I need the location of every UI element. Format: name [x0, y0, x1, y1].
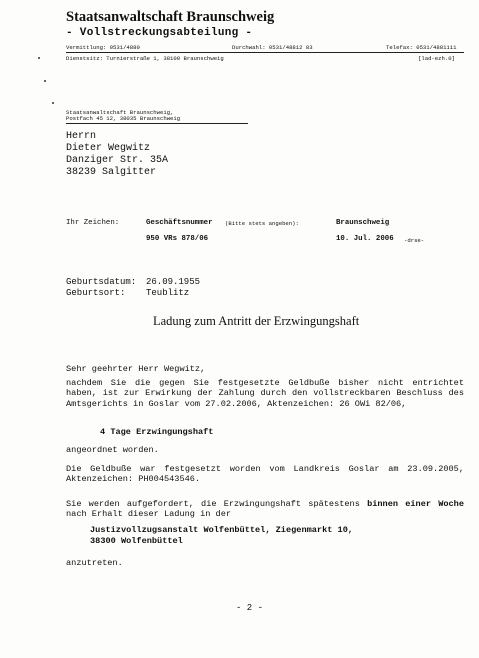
- case-number: 950 VRs 878/06: [146, 235, 209, 243]
- summons-text-a: Sie werden aufgefordert, die Erzwingungshaft spätestens: [66, 499, 360, 509]
- letter-date-suffix: -drse-: [404, 237, 425, 244]
- case-number-label: Geschäftsnummer: [146, 219, 213, 227]
- prison-address-line2: 38300 Wolfenbüttel: [90, 536, 183, 546]
- birthdate-value: 26.09.1955: [146, 277, 201, 287]
- recipient-name: Dieter Wegwitz: [66, 143, 151, 154]
- summons-text-b: nach Erhalt dieser Ladung in der: [66, 509, 232, 520]
- agency-name: Staatsanwaltschaft Braunschweig: [66, 9, 275, 25]
- sender-return-line1: Staatsanwaltschaft Braunschweig,: [66, 109, 174, 116]
- detention-duration: 4 Tage Erzwingungshaft: [100, 427, 214, 437]
- sender-underline: [66, 123, 248, 124]
- header-direct-line: Durchwahl: 0531/48812 83: [232, 44, 313, 51]
- recipient-street: Danziger Str. 35A: [66, 155, 169, 166]
- scan-speck: [44, 80, 46, 82]
- greeting: Sehr geehrter Herr Wegwitz,: [66, 364, 206, 374]
- header-divider: [66, 52, 464, 53]
- letter-date: 10. Jul. 2006: [336, 235, 394, 243]
- header-file-code: [lad-ezh.0]: [418, 55, 455, 62]
- scan-speck: [38, 57, 40, 59]
- birthplace-label: Geburtsort:: [66, 288, 126, 298]
- prison-address-line1: Justizvollzugsanstalt Wolfenbüttel, Ziegenmarkt 10,: [90, 525, 354, 535]
- birthdate-label: Geburtsdatum:: [66, 277, 137, 287]
- recipient-city: 38239 Salgitter: [66, 167, 157, 178]
- recipient-salutation: Herrn: [66, 131, 97, 142]
- paragraph-fine-details: Die Geldbuße war festgesetzt worden vom Landkreis Goslar am 23.09.2005, Aktenzeichen: PH004543546.: [66, 464, 464, 485]
- paragraph-summons: [66, 499, 464, 520]
- header-phone: Vermittlung: 0531/4880: [66, 44, 140, 51]
- summons-deadline: binnen einer Woche: [367, 499, 464, 509]
- page-number: - 2 -: [236, 603, 264, 613]
- sender-return-line2: Postfach 45 12, 38035 Braunschweig: [66, 115, 181, 122]
- paragraph-payment-order: nachdem Sie die gegen Sie festgesetzte Geldbuße bisher nicht entrichtet haben, ist zur Erwirkung der Zahlung durch den vollstreckbaren Beschluss des Amtsgerichts in Goslar vom 27.02.2006, Aktenzeichen: 26 OWi 82/06,: [66, 378, 464, 409]
- scan-speck: [52, 102, 54, 104]
- department-name: - Vollstreckungsabteilung -: [66, 27, 253, 39]
- header-fax: Telefax: 0531/4881111: [386, 44, 457, 51]
- letter-title: Ladung zum Antritt der Erzwingungshaft: [153, 314, 360, 328]
- header-office-address: Dienstsitz: Turnierstraße 1, 38100 Braunschweig: [66, 55, 224, 62]
- birthplace-value: Teublitz: [146, 288, 190, 298]
- your-reference-label: Ihr Zeichen:: [66, 219, 120, 227]
- letter-place: Braunschweig: [336, 219, 390, 227]
- case-number-hint: (Bitte stets angeben):: [225, 220, 299, 227]
- closing-text: anzutreten.: [66, 558, 123, 568]
- ordered-text: angeordnet worden.: [66, 445, 159, 455]
